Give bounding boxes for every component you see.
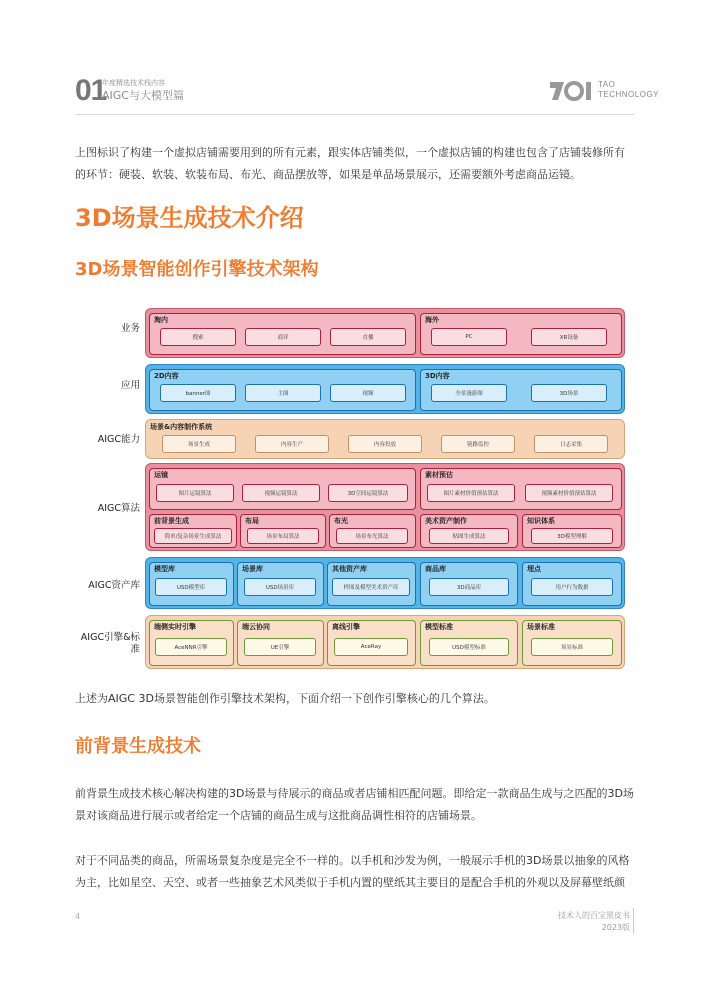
header-divider <box>75 114 634 115</box>
section-title: 场景标准 <box>527 623 555 631</box>
box-log-collect: 日志采集 <box>534 435 608 453</box>
footer-divider <box>633 908 634 934</box>
section-scene-lib <box>237 562 324 606</box>
panel-app <box>145 364 625 414</box>
chapter-title: AIGC与大模型篇 <box>102 89 184 102</box>
box-video-camera: 视频运镜算法 <box>242 484 320 502</box>
panel-algo <box>145 463 625 551</box>
row-label-asset: AIGC资产库 <box>88 580 140 591</box>
section-title: 端侧实时引擎 <box>154 623 196 631</box>
section-title: 模型库 <box>154 565 175 573</box>
page-number: 4 <box>75 912 81 921</box>
architecture-diagram <box>75 300 635 680</box>
box-aceray: AceRay <box>334 638 408 656</box>
section-title: 模型标准 <box>425 623 453 631</box>
section-fg-bg-gen <box>149 514 237 548</box>
logo-line1: TAO <box>598 80 616 89</box>
logo-text <box>598 80 659 100</box>
section-app-3d <box>420 369 622 411</box>
panel-biz <box>145 308 625 358</box>
tao-logo-icon <box>550 80 594 102</box>
section-title: 场景&内容制作系统 <box>150 423 213 431</box>
section-tracking <box>522 562 622 606</box>
chapter-subtitle: 年度精选技术栈内容 <box>102 79 165 87</box>
section-realtime-engine <box>149 620 234 666</box>
section-camera <box>149 468 416 510</box>
box-video-material: 视频素材价值预估算法 <box>525 484 613 502</box>
subsection-heading-arch: 3D场景智能创作引擎技术架构 <box>75 259 319 280</box>
footer-edition: 2023版 <box>601 923 630 932</box>
section-title: 商品库 <box>425 565 446 573</box>
row-label-algo: AIGC算法 <box>97 503 140 514</box>
section-knowledge <box>522 514 622 548</box>
section-lighting <box>329 514 416 548</box>
section-title: 2D内容 <box>154 372 179 380</box>
box-search: 搜索 <box>160 328 236 346</box>
box-detail: 商详 <box>245 328 321 346</box>
logo-line2: TECHNOLOGY <box>598 90 660 99</box>
box-3d-camera: 3D空间运镜算法 <box>328 484 408 502</box>
section-title: 布局 <box>245 517 259 525</box>
diagram-caption-paragraph: 上述为AIGC 3D场景智能创作引擎技术架构，下面介绍一下创作引擎核心的几个算法。 <box>75 692 495 705</box>
box-texture-algo: 贴图生成算法 <box>429 528 509 544</box>
section-title: 美术资产制作 <box>425 517 467 525</box>
intro-paragraph: 上图标识了构建一个虚拟店铺需要用到的所有元素，跟实体店铺类似，一个虚拟店铺的构建也包含了店铺装修所有的环节：硬装、软装、软装布局、布光、商品摆放等，如果是单品场景展示，还需要额外考虑商品运镜。 <box>75 146 625 181</box>
box-usd-scene: USD场景库 <box>244 578 316 596</box>
row-label-app: 应用 <box>120 380 140 391</box>
box-xr: XR设备 <box>531 328 607 346</box>
box-user-behavior: 用户行为数据 <box>531 578 613 596</box>
section-material-estimate <box>420 468 622 510</box>
section-title: 端云协同 <box>242 623 270 631</box>
panel-engine <box>145 615 625 669</box>
box-3d-product: 3D商品库 <box>429 578 509 596</box>
box-img-material: 图片素材价值预估算法 <box>427 484 515 502</box>
section-layout <box>240 514 326 548</box>
box-video: 视频 <box>330 384 406 402</box>
section-title: 淘内 <box>154 316 168 324</box>
row-label-engine: AIGC引擎&标准 <box>80 632 140 655</box>
box-pc: PC <box>431 328 507 346</box>
section-title: 前背景生成 <box>154 517 189 525</box>
box-panorama: 全景漫游图 <box>431 384 507 402</box>
box-3d-scene: 3D场景 <box>531 384 607 402</box>
box-scene-gen-algo: 简单/复杂场景生成算法 <box>154 528 232 544</box>
box-link-monitor: 链路监控 <box>441 435 515 453</box>
section-art-assets <box>420 514 518 548</box>
section-title: 运镜 <box>154 471 168 479</box>
section-biz-domestic <box>149 313 416 355</box>
section-model-standard <box>420 620 518 666</box>
section-offline-engine <box>327 620 416 666</box>
box-content-prod: 内容生产 <box>255 435 329 453</box>
footer-book-title: 技术人的百宝黑皮书 <box>558 911 630 920</box>
section-model-lib <box>149 562 234 606</box>
box-layout-algo: 场景布局算法 <box>247 528 319 544</box>
subsection-heading-fg: 前背景生成技术 <box>75 736 201 757</box>
box-main-image: 主图 <box>245 384 321 402</box>
section-title: 离线引擎 <box>332 623 360 631</box>
section-scene-standard <box>522 620 622 666</box>
section-title: 场景库 <box>242 565 263 573</box>
row-label-aigc: AIGC能力 <box>97 434 140 445</box>
section-title: 海外 <box>425 316 439 324</box>
section-heading: 3D场景生成技术介绍 <box>75 204 304 232</box>
box-usd-standard: USD模型标准 <box>429 638 509 656</box>
box-3d-understand: 3D模型理解 <box>531 528 613 544</box>
box-content-deliver: 内容投放 <box>348 435 422 453</box>
section-title: 素材预估 <box>425 471 453 479</box>
section-title: 其他资产库 <box>332 565 367 573</box>
box-scene-std: 场景标准 <box>531 638 613 656</box>
panel-asset <box>145 557 625 609</box>
section-product-lib <box>420 562 518 606</box>
fg-paragraph-2: 对于不同品类的商品，所需场景复杂度是完全不一样的。以手机和沙发为例，一般展示手机的3D场景以抽象的风格为主，比如星空、天空、或者一些抽象艺术风类似于手机内置的壁纸其主要目的是配合手机的外观以及屏幕壁纸颜 <box>75 854 630 889</box>
section-title: 埋点 <box>527 565 541 573</box>
box-usd-model: USD模型库 <box>155 578 227 596</box>
box-lighting-algo: 场景布光算法 <box>336 528 408 544</box>
section-other-assets <box>327 562 416 606</box>
box-live: 直播 <box>330 328 406 346</box>
box-art-asset-lib: 样图及模型美术资产库 <box>332 578 410 596</box>
box-acennr: AceNNR引擎 <box>155 638 227 656</box>
section-title: 知识体系 <box>527 517 555 525</box>
box-img-camera: 图片运镜算法 <box>156 484 234 502</box>
row-label-biz: 业务 <box>120 323 140 334</box>
box-banner: banner图 <box>160 384 236 402</box>
section-title: 3D内容 <box>425 372 450 380</box>
box-scene-gen: 场景生成 <box>162 435 236 453</box>
section-title: 布光 <box>334 517 348 525</box>
box-ue: UE引擎 <box>244 638 316 656</box>
section-app-2d <box>149 369 416 411</box>
section-biz-overseas <box>420 313 622 355</box>
panel-aigc <box>145 419 625 459</box>
section-cloud-collab <box>237 620 324 666</box>
fg-paragraph-1: 前背景生成技术核心解决构建的3D场景与待展示的商品或者店铺相匹配问题。即给定一款商品生成与之匹配的3D场景对该商品进行展示或者给定一个店铺的商品生成与这批商品调性相符的店铺场景。 <box>75 787 634 822</box>
chapter-number: 01 <box>75 74 107 107</box>
